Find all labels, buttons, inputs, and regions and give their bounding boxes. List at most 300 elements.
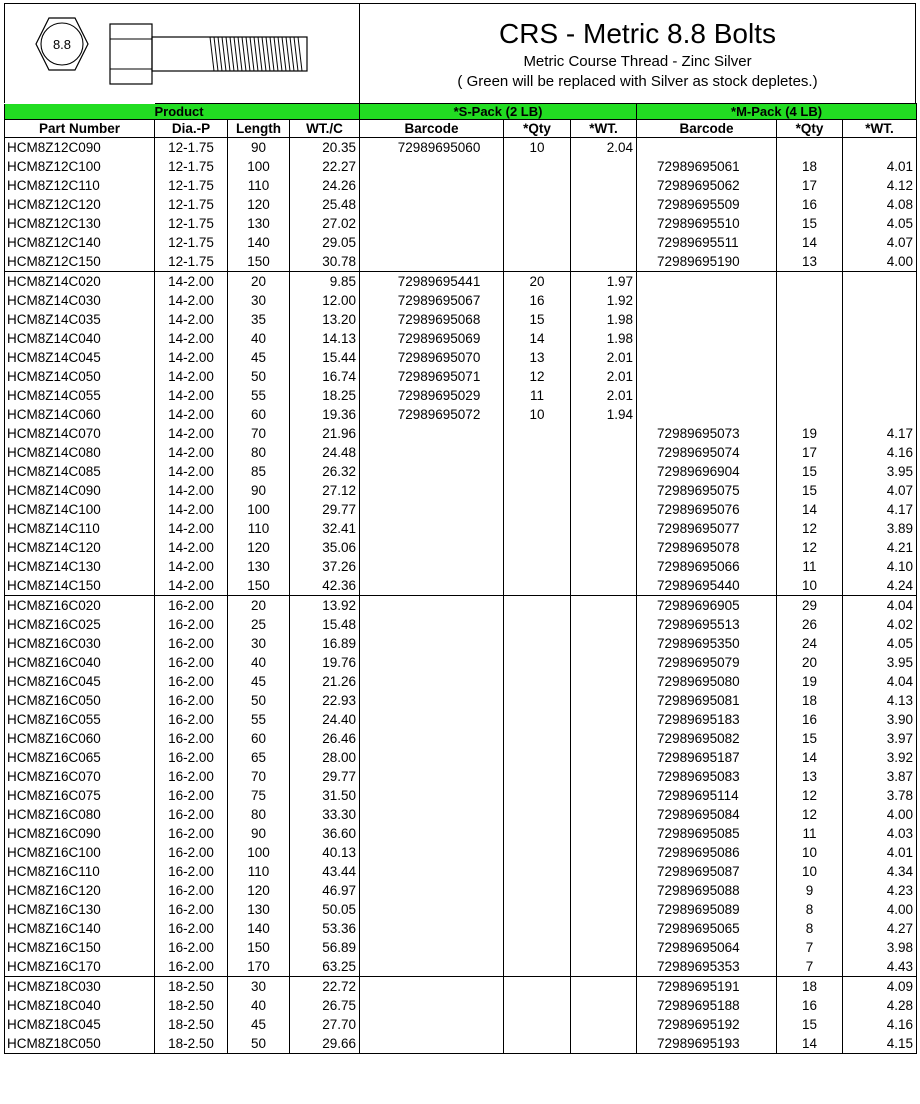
- col-dia-p-cell: 14-2.00: [155, 462, 228, 481]
- col-s-wt-cell: [571, 691, 637, 710]
- col-wt-c-cell: 13.20: [290, 310, 360, 329]
- group-m-pack: *M-Pack (4 LB): [637, 104, 917, 120]
- price-sheet: [4, 3, 916, 1054]
- col-s-barcode-cell: [360, 977, 504, 997]
- col-s-qty-cell: [504, 1015, 571, 1034]
- col-s-barcode-cell: [360, 900, 504, 919]
- col-length-cell: 50: [228, 367, 290, 386]
- col-dia-p-cell: 16-2.00: [155, 805, 228, 824]
- col-length-cell: 170: [228, 957, 290, 977]
- col-part-number-cell: HCM8Z12C120: [5, 195, 155, 214]
- col-m-qty-cell: 14: [777, 500, 843, 519]
- col-m-wt-header: *WT.: [843, 120, 917, 138]
- col-m-wt-cell: 4.15: [843, 1034, 917, 1054]
- col-length-cell: 45: [228, 1015, 290, 1034]
- table-row: [5, 272, 917, 292]
- col-m-wt-cell: 4.00: [843, 252, 917, 272]
- col-s-wt-cell: [571, 634, 637, 653]
- col-m-wt-cell: [843, 348, 917, 367]
- col-s-qty-cell: [504, 805, 571, 824]
- col-m-barcode-cell: 72989695087: [637, 862, 777, 881]
- col-s-wt-cell: [571, 786, 637, 805]
- col-m-barcode-header: Barcode: [637, 120, 777, 138]
- col-s-wt-cell: [571, 843, 637, 862]
- col-s-barcode-cell: [360, 957, 504, 977]
- col-m-qty-cell: 8: [777, 900, 843, 919]
- col-length-cell: 55: [228, 386, 290, 405]
- col-s-barcode-cell: [360, 634, 504, 653]
- col-s-barcode-cell: [360, 691, 504, 710]
- col-part-number-cell: HCM8Z14C055: [5, 386, 155, 405]
- col-length-cell: 30: [228, 291, 290, 310]
- col-m-barcode-cell: [637, 329, 777, 348]
- col-s-qty-cell: 11: [504, 386, 571, 405]
- col-dia-p-cell: 14-2.00: [155, 272, 228, 292]
- col-length-cell: 85: [228, 462, 290, 481]
- col-dia-p-cell: 16-2.00: [155, 900, 228, 919]
- col-s-wt-cell: [571, 443, 637, 462]
- col-m-qty-cell: 14: [777, 1034, 843, 1054]
- col-dia-p-cell: 12-1.75: [155, 214, 228, 233]
- col-s-qty-cell: [504, 691, 571, 710]
- col-m-qty-cell: 11: [777, 557, 843, 576]
- col-m-qty-cell: [777, 329, 843, 348]
- col-length-cell: 90: [228, 481, 290, 500]
- col-length-cell: 150: [228, 576, 290, 596]
- table-row: [5, 176, 917, 195]
- col-m-qty-cell: [777, 348, 843, 367]
- col-m-barcode-cell: 72989695082: [637, 729, 777, 748]
- col-s-wt-cell: [571, 862, 637, 881]
- table-row: [5, 672, 917, 691]
- col-s-barcode-cell: [360, 424, 504, 443]
- col-s-qty-cell: [504, 176, 571, 195]
- col-length-cell: 60: [228, 405, 290, 424]
- col-part-number-cell: HCM8Z18C050: [5, 1034, 155, 1054]
- col-dia-p-cell: 16-2.00: [155, 748, 228, 767]
- table-row: [5, 862, 917, 881]
- col-s-barcode-cell: 72989695069: [360, 329, 504, 348]
- col-dia-p-cell: 16-2.00: [155, 672, 228, 691]
- col-s-barcode-cell: [360, 615, 504, 634]
- col-dia-p-cell: 14-2.00: [155, 500, 228, 519]
- col-dia-p-cell: 16-2.00: [155, 786, 228, 805]
- table-row: [5, 348, 917, 367]
- table-row: [5, 919, 917, 938]
- col-s-qty-cell: [504, 481, 571, 500]
- col-s-barcode-cell: [360, 653, 504, 672]
- col-part-number-cell: HCM8Z16C130: [5, 900, 155, 919]
- col-m-qty-cell: 7: [777, 938, 843, 957]
- col-s-qty-cell: [504, 672, 571, 691]
- col-dia-p-cell: 14-2.00: [155, 329, 228, 348]
- col-m-qty-cell: 13: [777, 767, 843, 786]
- col-dia-p-cell: 16-2.00: [155, 653, 228, 672]
- col-m-barcode-cell: 72989695193: [637, 1034, 777, 1054]
- col-m-qty-cell: 29: [777, 596, 843, 616]
- col-m-qty-cell: 8: [777, 919, 843, 938]
- col-m-qty-cell: 7: [777, 957, 843, 977]
- col-dia-p-header: Dia.-P: [155, 120, 228, 138]
- col-m-wt-cell: [843, 310, 917, 329]
- table-row: [5, 538, 917, 557]
- col-s-wt-cell: [571, 767, 637, 786]
- col-wt-c-cell: 14.13: [290, 329, 360, 348]
- col-m-barcode-cell: [637, 386, 777, 405]
- col-length-cell: 20: [228, 272, 290, 292]
- table-row: [5, 615, 917, 634]
- col-s-wt-cell: [571, 538, 637, 557]
- col-dia-p-cell: 18-2.50: [155, 977, 228, 997]
- col-s-wt-header: *WT.: [571, 120, 637, 138]
- col-s-qty-cell: 10: [504, 405, 571, 424]
- col-dia-p-cell: 14-2.00: [155, 348, 228, 367]
- col-s-qty-cell: [504, 596, 571, 616]
- col-part-number-cell: HCM8Z16C090: [5, 824, 155, 843]
- col-m-barcode-cell: 72989695192: [637, 1015, 777, 1034]
- col-m-wt-cell: 3.97: [843, 729, 917, 748]
- col-part-number-cell: HCM8Z12C100: [5, 157, 155, 176]
- col-m-qty-cell: 12: [777, 519, 843, 538]
- col-m-wt-cell: 3.89: [843, 519, 917, 538]
- col-m-qty-header: *Qty: [777, 120, 843, 138]
- col-m-wt-cell: 3.92: [843, 748, 917, 767]
- col-wt-c-cell: 29.66: [290, 1034, 360, 1054]
- col-length-cell: 130: [228, 557, 290, 576]
- col-s-wt-cell: 2.01: [571, 348, 637, 367]
- col-dia-p-cell: 18-2.50: [155, 1034, 228, 1054]
- sheet-header: [4, 3, 916, 103]
- col-m-wt-cell: 4.07: [843, 233, 917, 252]
- col-dia-p-cell: 16-2.00: [155, 938, 228, 957]
- col-m-barcode-cell: 72989695066: [637, 557, 777, 576]
- col-s-wt-cell: [571, 252, 637, 272]
- col-m-barcode-cell: 72989695078: [637, 538, 777, 557]
- col-s-wt-cell: [571, 900, 637, 919]
- table-row: [5, 824, 917, 843]
- col-m-barcode-cell: 72989695187: [637, 748, 777, 767]
- col-m-barcode-cell: [637, 272, 777, 292]
- col-dia-p-cell: 12-1.75: [155, 252, 228, 272]
- col-s-barcode-cell: [360, 481, 504, 500]
- col-m-barcode-cell: [637, 291, 777, 310]
- col-s-barcode-cell: [360, 557, 504, 576]
- col-wt-c-cell: 24.40: [290, 710, 360, 729]
- col-s-wt-cell: [571, 653, 637, 672]
- col-m-barcode-cell: 72989695188: [637, 996, 777, 1015]
- col-s-qty-cell: [504, 843, 571, 862]
- col-s-qty-cell: [504, 748, 571, 767]
- col-s-qty-cell: [504, 862, 571, 881]
- col-s-wt-cell: [571, 557, 637, 576]
- col-wt-c-cell: 21.26: [290, 672, 360, 691]
- col-s-wt-cell: 1.92: [571, 291, 637, 310]
- col-dia-p-cell: 16-2.00: [155, 881, 228, 900]
- col-wt-c-cell: 12.00: [290, 291, 360, 310]
- col-dia-p-cell: 12-1.75: [155, 176, 228, 195]
- col-s-wt-cell: 1.98: [571, 329, 637, 348]
- col-m-barcode-cell: [637, 310, 777, 329]
- col-length-cell: 70: [228, 424, 290, 443]
- col-length-cell: 120: [228, 881, 290, 900]
- col-dia-p-cell: 16-2.00: [155, 710, 228, 729]
- col-s-barcode-cell: [360, 195, 504, 214]
- col-length-cell: 55: [228, 710, 290, 729]
- col-dia-p-cell: 14-2.00: [155, 481, 228, 500]
- col-s-wt-cell: [571, 195, 637, 214]
- col-m-qty-cell: 12: [777, 786, 843, 805]
- col-s-wt-cell: [571, 957, 637, 977]
- col-m-wt-cell: [843, 386, 917, 405]
- col-wt-c-cell: 42.36: [290, 576, 360, 596]
- col-part-number-cell: HCM8Z16C070: [5, 767, 155, 786]
- col-part-number-cell: HCM8Z18C030: [5, 977, 155, 997]
- col-m-barcode-cell: 72989695086: [637, 843, 777, 862]
- bolt-drawing-icon: [5, 4, 360, 104]
- col-s-qty-cell: [504, 938, 571, 957]
- col-m-barcode-cell: 72989696905: [637, 596, 777, 616]
- col-m-barcode-cell: 72989695083: [637, 767, 777, 786]
- col-s-qty-cell: [504, 919, 571, 938]
- col-s-barcode-cell: [360, 233, 504, 252]
- table-row: [5, 367, 917, 386]
- col-dia-p-cell: 14-2.00: [155, 310, 228, 329]
- col-s-barcode-cell: 72989695441: [360, 272, 504, 292]
- col-m-wt-cell: 3.95: [843, 462, 917, 481]
- col-dia-p-cell: 14-2.00: [155, 538, 228, 557]
- col-length-cell: 90: [228, 824, 290, 843]
- col-wt-c-header: WT./C: [290, 120, 360, 138]
- page-subtitle: Metric Course Thread - Zinc Silver: [523, 53, 752, 70]
- col-wt-c-cell: 15.48: [290, 615, 360, 634]
- col-part-number-cell: HCM8Z16C025: [5, 615, 155, 634]
- col-s-wt-cell: 1.98: [571, 310, 637, 329]
- col-part-number-cell: HCM8Z16C120: [5, 881, 155, 900]
- col-m-qty-cell: 13: [777, 252, 843, 272]
- col-length-header: Length: [228, 120, 290, 138]
- col-s-qty-cell: [504, 557, 571, 576]
- col-m-barcode-cell: 72989695084: [637, 805, 777, 824]
- col-m-qty-cell: 19: [777, 672, 843, 691]
- col-length-cell: 20: [228, 596, 290, 616]
- col-m-barcode-cell: 72989695062: [637, 176, 777, 195]
- col-m-qty-cell: 24: [777, 634, 843, 653]
- col-s-barcode-cell: [360, 596, 504, 616]
- col-dia-p-cell: 14-2.00: [155, 386, 228, 405]
- col-m-qty-cell: [777, 386, 843, 405]
- col-s-qty-cell: [504, 157, 571, 176]
- col-part-number-cell: HCM8Z16C080: [5, 805, 155, 824]
- table-row: [5, 1034, 917, 1054]
- page-title: CRS - Metric 8.8 Bolts: [499, 18, 776, 49]
- col-s-wt-cell: [571, 1034, 637, 1054]
- col-s-barcode-cell: [360, 576, 504, 596]
- col-length-cell: 120: [228, 195, 290, 214]
- table-row: [5, 252, 917, 272]
- col-m-barcode-cell: 72989695190: [637, 252, 777, 272]
- col-length-cell: 90: [228, 138, 290, 158]
- col-wt-c-cell: 56.89: [290, 938, 360, 957]
- table-row: [5, 157, 917, 176]
- col-m-barcode-cell: 72989695510: [637, 214, 777, 233]
- col-wt-c-cell: 13.92: [290, 596, 360, 616]
- col-part-number-cell: HCM8Z14C120: [5, 538, 155, 557]
- col-m-barcode-cell: [637, 405, 777, 424]
- col-wt-c-cell: 22.27: [290, 157, 360, 176]
- col-part-number-cell: HCM8Z14C050: [5, 367, 155, 386]
- col-s-qty-cell: [504, 500, 571, 519]
- col-m-barcode-cell: 72989695353: [637, 957, 777, 977]
- col-s-barcode-cell: [360, 519, 504, 538]
- col-s-qty-cell: [504, 462, 571, 481]
- col-s-qty-cell: [504, 1034, 571, 1054]
- table-row: [5, 291, 917, 310]
- col-s-wt-cell: [571, 805, 637, 824]
- col-m-wt-cell: 4.10: [843, 557, 917, 576]
- col-m-qty-cell: 18: [777, 691, 843, 710]
- col-s-qty-cell: 10: [504, 138, 571, 158]
- col-part-number-cell: HCM8Z14C085: [5, 462, 155, 481]
- col-m-qty-cell: 17: [777, 176, 843, 195]
- col-s-barcode-cell: [360, 938, 504, 957]
- col-s-wt-cell: [571, 977, 637, 997]
- col-part-number-cell: HCM8Z14C070: [5, 424, 155, 443]
- col-length-cell: 60: [228, 729, 290, 748]
- col-wt-c-cell: 15.44: [290, 348, 360, 367]
- col-s-barcode-cell: [360, 843, 504, 862]
- col-part-number-cell: HCM8Z16C140: [5, 919, 155, 938]
- col-wt-c-cell: 28.00: [290, 748, 360, 767]
- col-m-barcode-cell: [637, 138, 777, 158]
- col-s-barcode-cell: [360, 443, 504, 462]
- col-part-number-cell: HCM8Z16C170: [5, 957, 155, 977]
- col-wt-c-cell: 16.89: [290, 634, 360, 653]
- col-part-number-cell: HCM8Z14C060: [5, 405, 155, 424]
- col-s-wt-cell: 1.94: [571, 405, 637, 424]
- col-m-wt-cell: 4.07: [843, 481, 917, 500]
- col-m-wt-cell: 4.09: [843, 977, 917, 997]
- col-s-barcode-cell: 72989695068: [360, 310, 504, 329]
- table-row: [5, 329, 917, 348]
- table-body: [5, 138, 917, 1054]
- table-row: [5, 557, 917, 576]
- col-s-wt-cell: [571, 576, 637, 596]
- col-s-qty-cell: [504, 538, 571, 557]
- col-part-number-cell: HCM8Z14C045: [5, 348, 155, 367]
- col-length-cell: 75: [228, 786, 290, 805]
- col-s-wt-cell: [571, 710, 637, 729]
- col-m-barcode-cell: [637, 348, 777, 367]
- col-wt-c-cell: 63.25: [290, 957, 360, 977]
- col-part-number-cell: HCM8Z14C130: [5, 557, 155, 576]
- col-m-wt-cell: [843, 138, 917, 158]
- table-row: [5, 710, 917, 729]
- col-dia-p-cell: 12-1.75: [155, 138, 228, 158]
- col-part-number-cell: HCM8Z14C080: [5, 443, 155, 462]
- col-s-barcode-cell: 72989695060: [360, 138, 504, 158]
- col-s-qty-cell: [504, 576, 571, 596]
- table-row: [5, 977, 917, 997]
- col-wt-c-cell: 29.77: [290, 500, 360, 519]
- col-m-barcode-cell: 72989695440: [637, 576, 777, 596]
- col-m-barcode-cell: 72989696904: [637, 462, 777, 481]
- table-row: [5, 900, 917, 919]
- col-wt-c-cell: 32.41: [290, 519, 360, 538]
- col-m-wt-cell: 4.24: [843, 576, 917, 596]
- table-row: [5, 424, 917, 443]
- col-m-qty-cell: 16: [777, 710, 843, 729]
- col-part-number-cell: HCM8Z14C150: [5, 576, 155, 596]
- col-m-barcode-cell: 72989695191: [637, 977, 777, 997]
- col-dia-p-cell: 14-2.00: [155, 576, 228, 596]
- table-row: [5, 214, 917, 233]
- col-m-qty-cell: [777, 367, 843, 386]
- col-length-cell: 50: [228, 691, 290, 710]
- col-part-number-cell: HCM8Z16C100: [5, 843, 155, 862]
- col-s-barcode-cell: [360, 176, 504, 195]
- col-part-number-cell: HCM8Z14C030: [5, 291, 155, 310]
- table-row: [5, 500, 917, 519]
- col-m-qty-cell: 16: [777, 996, 843, 1015]
- col-m-wt-cell: 4.43: [843, 957, 917, 977]
- col-length-cell: 80: [228, 443, 290, 462]
- col-wt-c-cell: 46.97: [290, 881, 360, 900]
- col-m-wt-cell: 4.13: [843, 691, 917, 710]
- col-m-barcode-cell: 72989695089: [637, 900, 777, 919]
- col-m-barcode-cell: 72989695088: [637, 881, 777, 900]
- table-row: [5, 748, 917, 767]
- bolt-table: [4, 103, 917, 1054]
- col-length-cell: 45: [228, 672, 290, 691]
- col-wt-c-cell: 37.26: [290, 557, 360, 576]
- col-s-wt-cell: [571, 672, 637, 691]
- col-m-qty-cell: 19: [777, 424, 843, 443]
- col-m-barcode-cell: 72989695513: [637, 615, 777, 634]
- col-length-cell: 110: [228, 176, 290, 195]
- col-length-cell: 100: [228, 500, 290, 519]
- col-s-barcode-header: Barcode: [360, 120, 504, 138]
- col-m-wt-cell: 4.17: [843, 500, 917, 519]
- col-dia-p-cell: 16-2.00: [155, 634, 228, 653]
- table-row: [5, 938, 917, 957]
- col-m-qty-cell: 26: [777, 615, 843, 634]
- col-m-wt-cell: 4.34: [843, 862, 917, 881]
- col-part-number-cell: HCM8Z16C075: [5, 786, 155, 805]
- col-m-wt-cell: 4.17: [843, 424, 917, 443]
- col-m-qty-cell: 11: [777, 824, 843, 843]
- col-length-cell: 130: [228, 214, 290, 233]
- col-m-qty-cell: [777, 405, 843, 424]
- col-s-qty-cell: [504, 957, 571, 977]
- col-m-qty-cell: 17: [777, 443, 843, 462]
- col-wt-c-cell: 40.13: [290, 843, 360, 862]
- col-s-qty-cell: [504, 900, 571, 919]
- table-row: [5, 596, 917, 616]
- col-s-barcode-cell: [360, 729, 504, 748]
- col-m-qty-cell: 16: [777, 195, 843, 214]
- col-dia-p-cell: 16-2.00: [155, 843, 228, 862]
- col-part-number-cell: HCM8Z16C110: [5, 862, 155, 881]
- col-length-cell: 30: [228, 977, 290, 997]
- col-m-qty-cell: 15: [777, 729, 843, 748]
- col-length-cell: 40: [228, 996, 290, 1015]
- col-m-wt-cell: 4.00: [843, 900, 917, 919]
- col-s-qty-cell: [504, 252, 571, 272]
- col-s-qty-cell: [504, 824, 571, 843]
- header-titles: [360, 4, 915, 104]
- col-s-barcode-cell: [360, 462, 504, 481]
- col-m-qty-cell: [777, 291, 843, 310]
